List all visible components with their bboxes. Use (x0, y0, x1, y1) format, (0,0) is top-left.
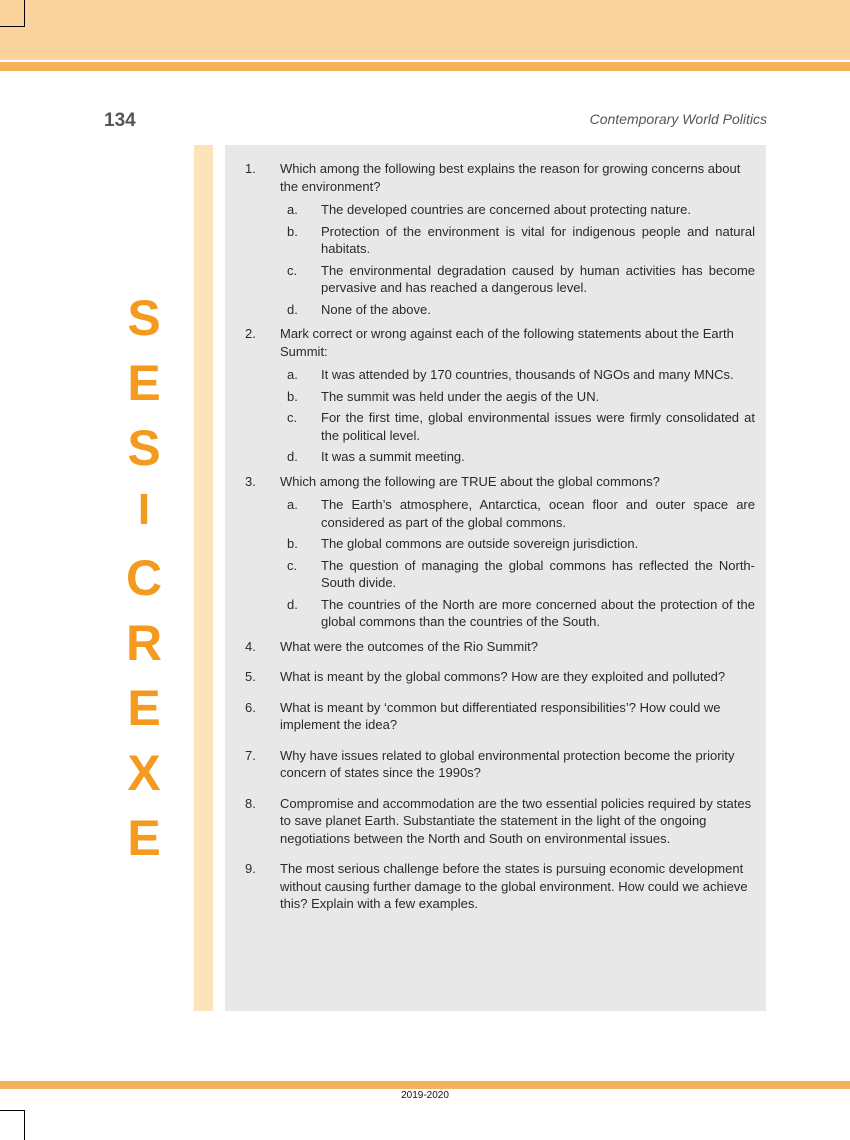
option-letter: b. (287, 388, 298, 404)
question-item (245, 747, 755, 782)
side-accent-bar (194, 145, 213, 1011)
title-letter: E (127, 810, 161, 866)
question-text: Why have issues related to global environmental protection become the priority concern of states since the 1990s? (280, 747, 735, 780)
option-item (280, 496, 755, 531)
question-item (245, 860, 755, 913)
question-text: Which among the following best explains the reason for growing concerns about the environment? (280, 161, 741, 194)
question-item (245, 795, 755, 848)
title-letter: S (127, 290, 161, 346)
option-text: The developed countries are concerned about protecting nature. (321, 202, 692, 217)
title-letter: R (125, 615, 163, 671)
question-item (245, 699, 755, 734)
title-letter: C (125, 550, 163, 606)
question-number: 8. (245, 795, 256, 811)
option-letter: a. (287, 367, 298, 382)
footer-year: 2019-2020 (401, 1090, 449, 1101)
question-number: 2. (245, 326, 256, 341)
header-stripe (0, 62, 850, 71)
option-list (280, 201, 755, 318)
question-number: 7. (245, 747, 256, 763)
option-item (280, 409, 755, 444)
option-letter: a. (287, 202, 298, 217)
option-text: For the first time, global environmental issues were firmly consolidated at the political level. (321, 410, 755, 443)
question-item (245, 638, 755, 656)
crop-mark-top (0, 0, 25, 27)
question-text: What is meant by the global commons? How are they exploited and polluted? (280, 669, 726, 684)
option-item (280, 557, 755, 592)
option-item (280, 448, 755, 466)
question-text: Compromise and accommodation are the two essential policies required by states to save planet Earth. Substantiate the statement in the light of the ongoing negotiations between the North and South on environmental issues. (280, 795, 752, 846)
option-item (280, 366, 755, 384)
option-text: None of the above. (321, 301, 431, 317)
option-letter: b. (287, 536, 298, 551)
question-number: 6. (245, 699, 256, 715)
option-item (280, 262, 755, 297)
title-letter: I (137, 485, 151, 534)
option-text: The environmental degradation caused by human activities has become pervasive and has reached a dangerous level. (321, 262, 755, 295)
question-number: 3. (245, 473, 256, 489)
question-item (245, 668, 755, 686)
option-text: The global commons are outside sovereign jurisdiction. (321, 536, 639, 551)
title-letter: E (127, 680, 161, 736)
option-item (280, 301, 755, 319)
option-text: The question of managing the global commons has reflected the North-South divide. (321, 557, 755, 590)
option-list (280, 366, 755, 466)
question-item (245, 160, 755, 318)
exercises-vertical-title (118, 290, 170, 866)
crop-mark-bottom (0, 1110, 25, 1140)
option-item (280, 596, 755, 631)
title-letter: E (127, 355, 161, 411)
page-number: 134 (104, 110, 136, 131)
question-item (245, 325, 755, 466)
option-item (280, 388, 755, 406)
question-text: The most serious challenge before the states is pursuing economic development without causing further damage to the global environment. How could we achieve this? Explain with a few examples. (280, 861, 748, 911)
option-letter: c. (287, 557, 298, 573)
option-letter: c. (287, 410, 298, 425)
option-item (280, 201, 755, 219)
question-number: 5. (245, 669, 256, 684)
question-list (245, 160, 755, 926)
option-letter: d. (287, 596, 298, 612)
footer-stripe (0, 1081, 850, 1089)
option-letter: a. (287, 497, 298, 512)
question-number: 9. (245, 861, 256, 876)
question-text: Mark correct or wrong against each of the following statements about the Earth Summit: (280, 326, 734, 359)
question-item (245, 473, 755, 631)
question-text: What is meant by ‘common but differentiated responsibilities’? How could we implement the idea? (280, 699, 721, 732)
option-text: The Earth’s atmosphere, Antarctica, ocean floor and outer space are considered as part of the global commons. (321, 497, 755, 530)
title-letter: X (127, 745, 161, 801)
option-item (280, 223, 755, 258)
option-letter: b. (287, 223, 298, 239)
option-text: Protection of the environment is vital for indigenous people and natural habitats. (321, 223, 755, 256)
running-head: Contemporary World Politics (589, 111, 767, 127)
option-letter: c. (287, 262, 298, 278)
title-letter: S (127, 420, 161, 476)
option-letter: d. (287, 449, 298, 464)
option-text: It was a summit meeting. (321, 449, 465, 464)
question-number: 4. (245, 638, 256, 654)
question-number: 1. (245, 161, 256, 176)
option-letter: d. (287, 301, 298, 317)
question-text: Which among the following are TRUE about the global commons? (280, 473, 660, 489)
option-text: The summit was held under the aegis of the UN. (321, 388, 600, 404)
question-text: What were the outcomes of the Rio Summit? (280, 638, 538, 654)
header-band (0, 0, 850, 60)
option-item (280, 535, 755, 553)
option-text: It was attended by 170 countries, thousands of NGOs and many MNCs. (321, 367, 734, 382)
option-list (280, 496, 755, 631)
option-text: The countries of the North are more concerned about the protection of the global commons than the countries of the South. (321, 596, 755, 629)
